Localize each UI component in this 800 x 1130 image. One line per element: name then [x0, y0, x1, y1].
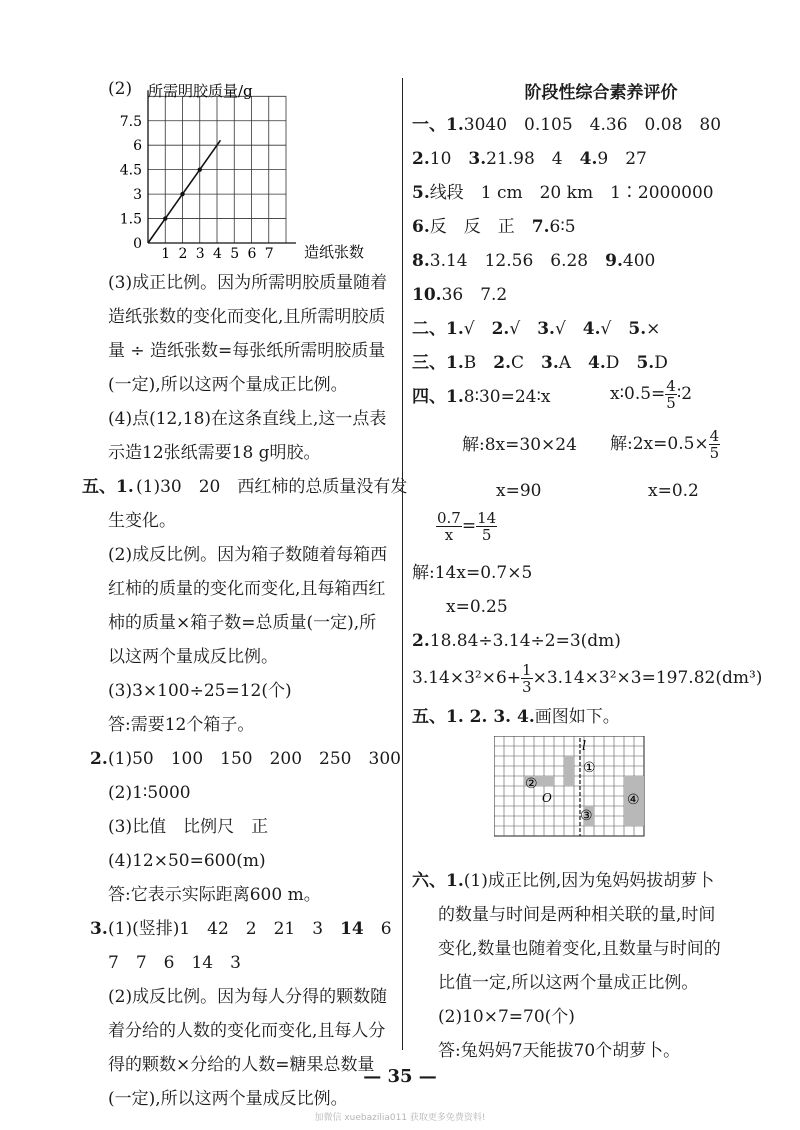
series-line — [148, 140, 220, 243]
p3-line-1: 造纸张数的变化而变化,且所需明胶质 — [108, 307, 386, 327]
q2-text: 18.84÷3.14÷2=3(dm) — [429, 631, 621, 651]
q-ans: 线段 1 cm 20 km 1∶2000000 — [429, 183, 714, 203]
q-num: 3. — [468, 149, 487, 169]
watermark: 加微信 xuebazilia011 获取更多免费资料! — [314, 1113, 486, 1123]
vol-post: ×3.14×3²×3=197.82(dm³) — [532, 668, 763, 688]
vol-pre: 3.14×3²×6+ — [412, 668, 522, 688]
s5-line — [412, 706, 620, 728]
q-num: 6. — [412, 217, 430, 237]
q-ans: √ — [600, 319, 629, 339]
p3-line-3: (一定),所以这两个量成正比例。 — [108, 375, 348, 395]
q3-a-end: 6 — [363, 919, 392, 939]
x-tick-label: 6 — [247, 246, 257, 262]
frac-den: 5 — [709, 444, 720, 462]
q3-line-2: (2)成反比例。因为每人分得的颗数随 — [108, 987, 388, 1007]
shape-1 — [564, 756, 574, 786]
q3-number: 3. — [90, 919, 108, 939]
s5-2-line-2: 柿的质量×箱子数=总质量(一定),所 — [108, 613, 377, 633]
volume-formula — [412, 662, 762, 695]
s5-2-line-3: 以这两个量成反比例。 — [108, 647, 278, 667]
q-ans: D — [654, 353, 668, 373]
fraction — [709, 428, 721, 461]
q-num: 2. — [493, 353, 511, 373]
y-tick-label: 1.5 — [119, 211, 142, 228]
s1-line-3 — [412, 182, 714, 204]
axis-l-label: l — [582, 739, 587, 754]
equation-1: 8∶30=24∶x — [463, 387, 551, 407]
q-ans: √ — [509, 319, 538, 339]
s3-head: 三、 — [412, 353, 446, 373]
s2-line — [412, 318, 660, 340]
s5-3-line-1: 答:需要12个箱子。 — [108, 715, 255, 735]
frac-num: 0.7 — [437, 509, 461, 527]
transform-grid-figure — [494, 736, 654, 840]
x-tick-label: 2 — [178, 246, 188, 262]
chart-ticks — [120, 114, 274, 262]
frac-num: 4 — [666, 377, 676, 395]
s1-line-6 — [412, 284, 507, 306]
frac-num: 14 — [477, 509, 497, 527]
p3-line-2: 量 ÷ 造纸张数=每张纸所需明胶质量 — [108, 341, 386, 361]
fraction — [476, 510, 497, 543]
q2-line-0: (1)50 100 150 200 250 300 — [108, 749, 401, 769]
q-ans: 21.98 4 — [486, 149, 580, 169]
q-ans: 3.14 12.56 6.28 — [429, 251, 606, 271]
shape-1-label: ① — [583, 760, 596, 776]
section5-number: 五、1. — [82, 477, 134, 497]
x-tick-label: 3 — [195, 246, 205, 262]
s1-line-4 — [412, 216, 576, 238]
s5-2-line-0: (2)成反比例。因为箱子数随着每箱西 — [108, 545, 388, 565]
res3: x=0.25 — [446, 597, 508, 617]
p3-line-0: (3)成正比例。因为所需明胶质量随着 — [108, 273, 388, 293]
q-num: 3. — [537, 319, 555, 339]
x-tick-label: 5 — [230, 246, 240, 262]
y-tick-label: 3 — [133, 187, 142, 204]
q3-line-3: 着分给的人数的变化而变化,且每人分 — [108, 1021, 386, 1041]
q-ans: 9 27 — [597, 149, 647, 169]
q-num: 10. — [412, 285, 442, 305]
fraction — [665, 378, 677, 411]
q-num: 4. — [588, 353, 606, 373]
data-point — [180, 192, 184, 196]
q-ans: D — [605, 353, 637, 373]
s2-head: 二、 — [412, 319, 446, 339]
s6-head: 六、1. — [412, 871, 464, 891]
q-ans: 36 7.2 — [441, 285, 508, 305]
q3-a-text: (1)(竖排)1 42 2 21 3 — [108, 919, 341, 939]
q3-a-bold: 14 — [340, 919, 364, 939]
q-num: 9. — [605, 251, 623, 271]
q-ans: 6∶5 — [549, 217, 576, 237]
eq2-post: ∶2 — [676, 384, 693, 404]
q-ans: C — [511, 353, 542, 373]
q-num: 8. — [412, 251, 430, 271]
chart-grid — [148, 96, 286, 243]
eq3: $\frac{0.7}{x}$ = $\frac{14}{5}$ — [437, 509, 497, 544]
q-ans: 400 — [622, 251, 656, 271]
frac-den: 3 — [522, 678, 532, 696]
q3-line-5: (一定),所以这两个量成反比例。 — [108, 1089, 348, 1109]
q-num: 1. — [446, 319, 464, 339]
frac-num: 4 — [709, 427, 720, 445]
q-ans: A — [558, 353, 589, 373]
p4-line-0: (4)点(12,18)在这条直线上,这一点表 — [108, 409, 387, 429]
q-num: 2. — [412, 149, 430, 169]
y-tick-label: 0 — [133, 236, 142, 252]
q-num: 5. — [636, 353, 655, 373]
sol2 — [610, 428, 720, 461]
s1-head: 一、1. — [412, 115, 464, 135]
x-tick-label: 1 — [161, 246, 171, 262]
chart-axes — [148, 90, 296, 243]
res1: x=90 — [496, 481, 542, 501]
point-o-label: O — [542, 791, 552, 805]
q-ans: B — [463, 353, 494, 373]
s5-3-line-0: (3)3×100÷25=12(个) — [108, 681, 292, 701]
res2: x=0.2 — [648, 481, 699, 501]
q-num: 4. — [579, 149, 598, 169]
column-divider — [402, 78, 403, 1050]
shape-4-label: ④ — [627, 792, 640, 808]
q-num: 1. — [446, 353, 464, 373]
eq2-pre: x∶0.5= — [610, 384, 666, 404]
q-num: 3. — [541, 353, 559, 373]
shape-2-label: ② — [525, 776, 538, 792]
glue-line-chart — [82, 78, 400, 268]
s5-2-line-1: 红柿的质量的变化而变化,且每箱西红 — [108, 579, 386, 599]
fraction — [521, 662, 533, 695]
sol2-pre: 解:2x=0.5× — [610, 434, 709, 454]
s1-line-5 — [412, 250, 655, 272]
shape-3-label: ③ — [580, 808, 593, 824]
chart-series — [148, 140, 220, 243]
q-num: 5. — [412, 183, 430, 203]
q3-line-0 — [108, 918, 392, 940]
page-number: — 35 — — [363, 1066, 437, 1087]
s6-line-5: 答:兔妈妈7天能拔70个胡萝卜。 — [438, 1041, 681, 1061]
q-num: 4. — [582, 319, 601, 339]
s6-text-0: (1)成正比例,因为兔妈妈拔胡萝卜 — [463, 871, 715, 891]
q2-line-1: (2)1∶5000 — [108, 783, 191, 803]
s6-line-3: 比值一定,所以这两个量成正比例。 — [438, 973, 699, 993]
s1-l1-text: 3040 0.105 4.36 0.08 80 — [463, 115, 722, 135]
q-ans: √ — [463, 319, 492, 339]
fraction — [436, 510, 462, 543]
s6-line-1: 的数量与时间是两种相关联的量,时间 — [438, 905, 716, 925]
s4-eq1 — [412, 386, 551, 408]
x-tick-label: 4 — [213, 246, 222, 262]
x-tick-label: 7 — [264, 246, 274, 262]
s4-q2 — [412, 630, 621, 652]
s5-text: 画图如下。 — [534, 707, 620, 727]
s4-head: 四、1. — [412, 387, 464, 407]
frac-num: 1 — [522, 661, 532, 679]
graph-label: (2) — [108, 79, 133, 99]
y-tick-label: 6 — [133, 138, 142, 155]
s6-line-0 — [412, 870, 714, 892]
frac-den: x — [444, 526, 454, 544]
s6-line-4: (2)10×7=70(个) — [438, 1007, 575, 1027]
chart-xlabel: 造纸张数 — [304, 243, 365, 261]
data-point — [198, 167, 202, 171]
q2-line-2: (3)比值 比例尺 正 — [108, 817, 269, 837]
q-ans: 10 — [429, 149, 469, 169]
q2-number: 2. — [90, 749, 108, 769]
s5-1-line-1: 生变化。 — [108, 511, 176, 531]
q-ans: 反 反 正 — [429, 217, 532, 237]
frac-den: 5 — [481, 526, 492, 544]
q-num: 2. — [491, 319, 510, 339]
y-tick-label: 7.5 — [119, 113, 142, 130]
data-point — [163, 216, 167, 220]
s1-line-2 — [412, 148, 647, 170]
sol1: 解:8x=30×24 — [462, 435, 577, 455]
q-num: 7. — [531, 217, 550, 237]
frac-den: 5 — [666, 394, 676, 412]
s1-line-1 — [412, 114, 721, 136]
s6-line-2: 变化,数量也随着变化,且数量与时间的 — [438, 939, 721, 959]
s4-eq2 — [610, 378, 692, 411]
q-num: 2. — [412, 631, 430, 651]
section-title: 阶段性综合素养评价 — [524, 83, 678, 103]
p4-line-1: 示造12张纸需要18 g明胶。 — [108, 443, 321, 463]
q2-line-4: 答:它表示实际距离600 m。 — [108, 885, 321, 905]
s3-line — [412, 352, 668, 374]
q-ans: √ — [554, 319, 583, 339]
s5-head: 五、1. 2. 3. 4. — [412, 707, 535, 727]
q3-line-1: 7 7 6 14 3 — [108, 953, 241, 973]
chart-ylabel: 所需明胶质量/g — [148, 82, 253, 100]
s5-1-line-0: (1)30 20 西红柿的总质量没有发 — [136, 477, 408, 497]
q-ans: × — [646, 319, 661, 339]
sol3: 解:14x=0.7×5 — [412, 563, 533, 583]
q-num: 5. — [628, 319, 647, 339]
q3-line-4: 得的颗数×分给的人数=糖果总数量 — [108, 1055, 375, 1075]
q2-line-3: (4)12×50=600(m) — [108, 851, 266, 871]
y-tick-label: 4.5 — [119, 162, 142, 179]
